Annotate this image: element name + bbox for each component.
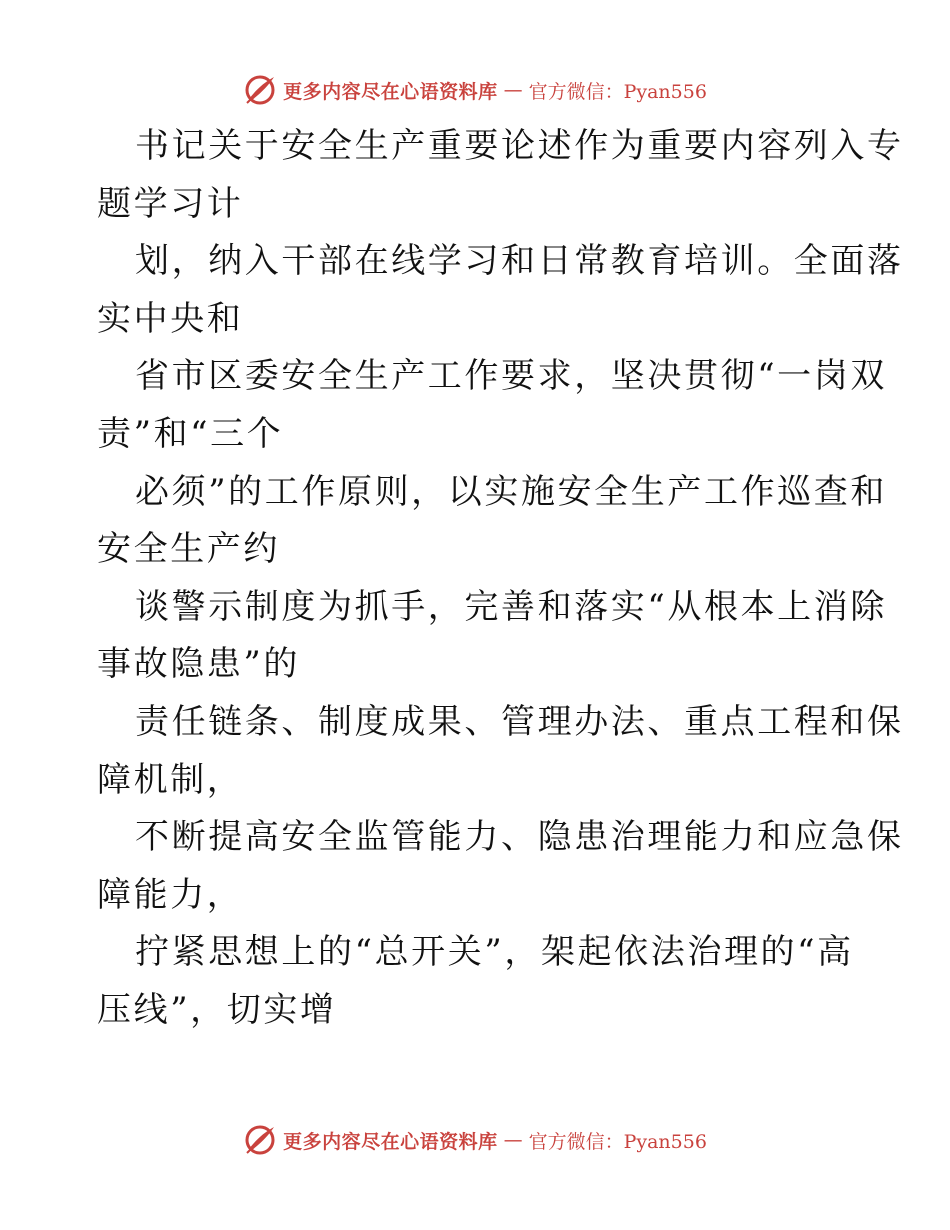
paragraph-line: 拧紧思想上的“总开关”，架起依法治理的“高 [135, 932, 854, 973]
watermark-text: 更多内容尽在心语资料库 [283, 80, 498, 103]
paragraph-line: 划，纳入干部在线学习和日常教育培训。全面落 [135, 241, 904, 282]
paragraph-line: 不断提高安全监管能力、隐患治理能力和应急保 [135, 817, 904, 858]
header-watermark [0, 70, 950, 110]
watermark-text: 更多内容尽在心语资料库 [283, 1130, 498, 1153]
paragraph-line: 题学习计 [97, 183, 244, 224]
quill-logo-icon [243, 73, 277, 107]
paragraph-line: 实中央和 [97, 298, 244, 339]
quill-logo-icon [243, 1123, 277, 1157]
footer-watermark [0, 1120, 950, 1160]
paragraph-line: 责任链条、制度成果、管理办法、重点工程和保 [135, 701, 904, 742]
paragraph-line: 安全生产约 [97, 529, 280, 570]
document-body [97, 118, 904, 1040]
paragraph-line: 事故隐患”的 [97, 644, 300, 685]
paragraph-line: 必须”的工作原则，以实施安全生产工作巡查和 [135, 471, 887, 512]
watermark-contact: 官方微信：Pyan556 [528, 80, 707, 103]
paragraph-line: 书记关于安全生产重要论述作为重要内容列入专 [135, 126, 904, 166]
paragraph-line: 谈警示制度为抓手，完善和落实“从根本上消除 [135, 586, 887, 627]
paragraph-line: 障机制， [97, 759, 244, 800]
watermark-dash: — [503, 79, 523, 101]
watermark-dash: — [503, 1129, 523, 1151]
paragraph-line: 省市区委安全生产工作要求，坚决贯彻“一岗双 [135, 356, 887, 397]
watermark-contact: 官方微信：Pyan556 [528, 1130, 707, 1153]
paragraph-line: 障能力， [97, 874, 244, 915]
paragraph-line: 责”和“三个 [97, 413, 284, 454]
paragraph-line: 压线”，切实增 [97, 989, 337, 1030]
